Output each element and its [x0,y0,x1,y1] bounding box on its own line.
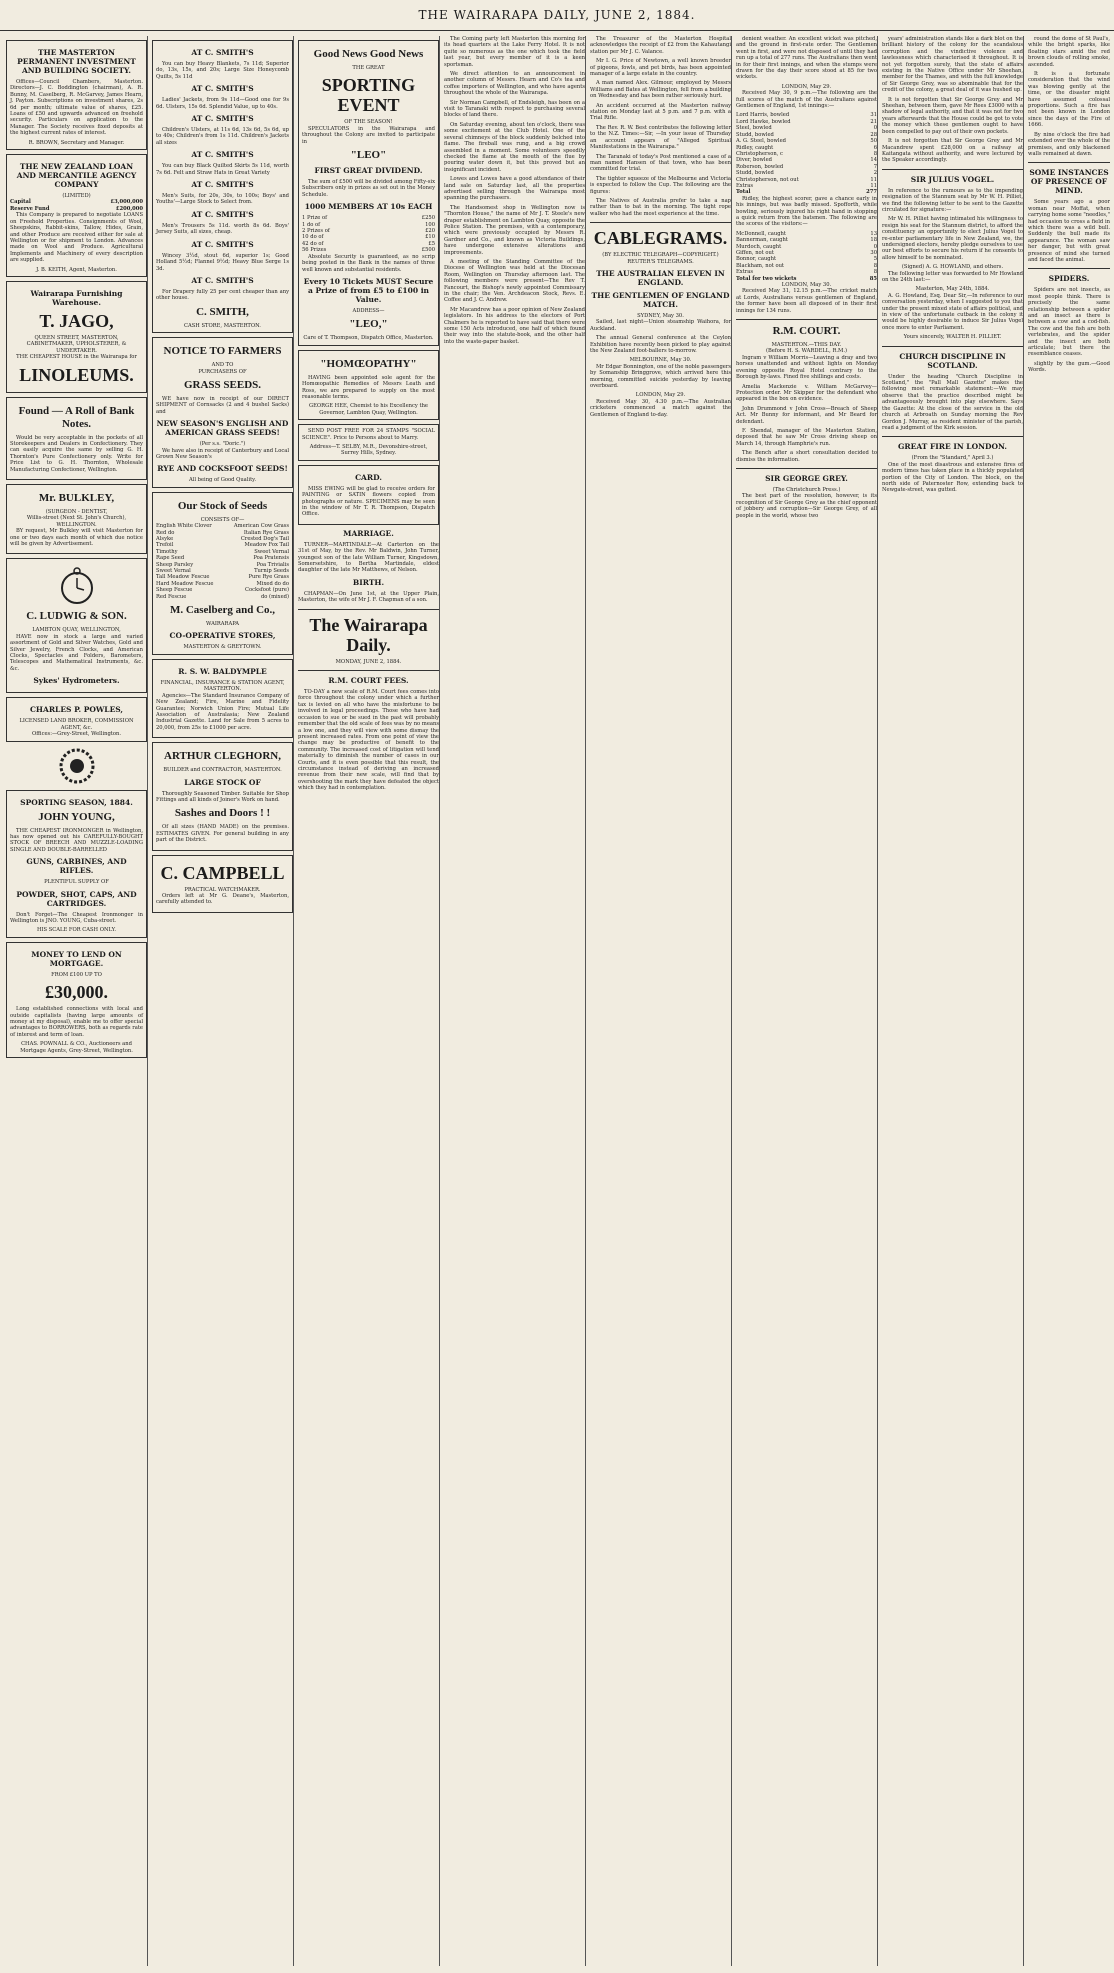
ad-title: AT C. SMITH'S [191,150,254,160]
ad-body: Men's Trousers 5s 11d. worth 8s 6d. Boys' Jersey Suits, all sizes, cheap. [156,222,289,236]
article-heading: GREAT FIRE IN LONDON. [897,442,1007,452]
article-body: Sailed, last night—Union steamship Waihora, for Auckland. [590,319,731,332]
divider [298,609,439,610]
ad-line: LARGE STOCK OF [184,777,261,787]
ad-body: WE have now in receipt of our DIRECT SHIPMENT of Cornsacks (2 and 4 bushel Sacks) and [156,395,289,415]
ad-address: QUEEN STREET, MASTERTON, [34,334,119,341]
seed-row: English White Clover American Cow Grass [156,523,289,530]
ad-name: "LEO," [349,318,388,331]
ad-title: MONEY TO LEND ON MORTGAGE. [31,949,122,968]
ad-line: AND TO [211,362,234,369]
column-7 [882,36,1024,1966]
signature: Yours sincerely, WALTER H. PILLIET. [903,334,1002,341]
ad-line: PLENTIFUL SUPPLY OF [44,879,109,886]
article-body: An accident occurred at the Masterton railway station on Monday last at 5 p.m. and 7 p.m. with a Trial Rifle. [590,102,731,122]
prize-row: 10 do of £10 [302,234,435,241]
ad-name: C. CAMPBELL [160,862,285,883]
score-row: Lord Hawke, bowled 21 [736,118,877,125]
score-row: Studd, bowled 2 [736,170,877,177]
ad-subtitle: (LIMITED) [62,193,91,200]
article-body: On Saturday evening, about ten o'clock, there was some excitement at the Club Hotel. One of the several chimneys of the block suddenly belched into flame. The fireball was rung, and a big crowd assembled in a moment. Some volunteers speedily checked the flame at the mouth of the flue by pouring water down it, but this proved but an insignificant incident. [444,121,585,173]
article-body: A man named Alex. Gilmour, employed by Messrs Williams and Bates at Wellington, fell from a building on Wednesday and has been rather seriously hurt. [590,80,731,100]
section-heading: MARRIAGE. [343,528,394,538]
ad-line: Every 10 Tickets MUST Secure a Prize of from £5 to £100 in Value. [303,276,434,304]
seed-row: Sheep Parsley Poa Trivialis [156,561,289,568]
article-heading: R.M. COURT FEES. [328,676,409,686]
ad-title: THE NEW ZEALAND LOAN AND MERCANTILE AGENCY COMPANY [16,162,137,190]
ad-name: T. JAGO, [39,310,114,331]
ad-body: Men's Suits, for 20s, 30s, to 100s; Boys' and Youths'—Large Stock to Select from. [156,193,289,206]
article-body: TO-DAY a new scale of R.M. Court fees comes into force throughout the colony under which a further tax is levied on all who have the misfortune to be involved in legal proceedings. Those who have had occasion to sue or be sued in the past will probably remember that the old scale of fees was by no means a low one, and they will view with some dismay the present increased rates. From one point of view the change may be productive of benefit to the community. The increased cost of litigation will tend materially to diminish the number of cases in our Courts, and it is even possible that this result, the circumstance instead of deriving an increased revenue from their new scale, will find that by overshooting the mark they have defeated the object which they had in contemplation. [298,689,439,792]
article-body: Mr Edgar Bonnington, one of the noble passengers by Somanship Bringgrove, which arrived here this morning, committed suicide yesterday by leaving overboard. [590,363,731,390]
article-body: Under the heading "Church Discipline in Scotland," the "Pall Mall Gazette" makes the following most remarkable statement:—We may observe that the practice described might be advantageously brought into play elsewhere. Says the Gazette: At the close of the service in the old church at Arbroath on Sunday morning the Rev Gordon J. Murray, as resident minister of the parish, read a judgment of the Kirk session. [882,373,1023,431]
article-body: years' administration stands like a dark blot on the brilliant history of the colony for the scandalous corruption and the vindictive violence and lawlessness which characterised it throughout. It is not yet forgotten surely, that the state of affairs existing in the Native Office under Mr Sheehan, member for the Thames, and with the full knowledge of Sir George Grey, was so abominable that for the credit of the colony, a great deal of it was hushed up. [882,36,1023,94]
ad-body: Agencies—The Standard Insurance Company of New Zealand; Fire, Marine and Fidelity Guarantee; Norwich Union Fire; Mutual Life Association of Australasia; New Zealand Industrial Gazette. Land for Sale from 5 acres to 20,000, from 25s to £1000 per acre. [156,692,289,731]
score-table [736,112,877,195]
ad-signature: R. BROWN, Secretary and Manager. [28,139,125,146]
ad-name: "LEO" [350,149,387,162]
section-subheading: MASTERTON.—THIS DAY. [771,342,842,349]
score-row: Bannerman, caught 18 [736,237,877,244]
article-body: TURNER—MARTINDALE—At Carterton on the 31st of May, by the Rev. Mr Baldwin, John Turner, youngest son of the late William Turner, Kingsdown, Somersetshire, to Bertha Martindale, eldest daughter of the late Mr Matthews, of Nelson. [298,541,439,574]
ad-body: MISS EWING will be glad to receive orders for PAINTING or SATIN flowers copied from photographs or nature. SPECIMENS may be seen in the window of Mr T. R. Thompson, Dispatch Office. [302,485,435,518]
ad-note: HIS SCALE FOR CASH ONLY. [36,927,117,934]
ad-title: "HOMŒOPATHY" [320,357,417,370]
article-body: slightly by the gum.—Good Words. [1028,360,1110,374]
ad-body: BY request, Mr Bulkley will visit Masterton for one or two days each month of which due notice will be given by Advertisement. [10,528,143,548]
ad-body: Wincey 3½d, stout 6d, superior 1s; Good Holland 5½d; Flannel 9½d; Heavy Blue Serge 1s 3d. [156,252,289,272]
ad-body: You can buy Heavy Blankets, 7s 11d; Superior do, 13s, 15s, and 20s; Large Size Honeycomb Quilts, 5s 11d [156,61,289,80]
ad-line: WAIRARAPA [206,621,239,628]
ad-body: You can buy Black Quilted Skirts 5s 11d, worth 7s 6d. Felt and Straw Hats in Great Variety [156,163,289,176]
ad-trade: PRACTICAL WATCHMAKER. [184,886,261,893]
seed-row: Red Fescue do (mixed) [156,593,289,600]
ad-title: AT C. SMITH'S [191,209,254,219]
ad-ludwig [6,558,147,693]
dateline: Masterton, May 24th, 1884. [915,286,990,293]
ad-title: Found — A Roll of Bank Notes. [18,404,135,430]
ad-campbell [152,855,293,913]
ad-line: All being of Good Quality. [188,477,257,484]
ad-title: AT C. SMITH'S [191,114,254,124]
ad-signature: Address—T. SELBY, M.R., Devonshire-street, Surrey Hills, Sydney. [309,443,428,457]
section-heading: CABLEGRAMS. [593,228,728,249]
ad-powles [6,697,147,741]
article-body: Amelia Mackenzie v. William McGarvey—Protection order. Mr Skipper for the defendant who appeared in the box on evidence. [736,383,877,403]
ad-body: Don't Forget—The Cheapest Ironmonger in Wellington is JNO. YOUNG, Cuba-street. [10,911,143,924]
dateline: SYDNEY, May 30. [637,312,684,319]
section-subheading: REUTER'S TELEGRAMS. [627,258,694,265]
article-body: It is a fortunate consideration that the wind was blowing gently at the time, or the disaster might have assumed colossal proportions. Such a fire has not been known in London since the days of the Fire of 1666. [1028,71,1110,129]
ad-trade: FINANCIAL, INSURANCE & STATION AGENT, MASTERTON. [160,679,285,693]
article-heading: SPIDERS. [1048,274,1090,284]
ad-title: CO-OPERATIVE STORES, [169,631,276,641]
prize-row: 1 do of 100 [302,221,435,228]
article-heading: SIR GEORGE GREY. [765,473,848,483]
ad-line: ADDRESS— [352,307,385,314]
article-body: It is not forgotten that Sir George Grey and Mr Sheehan, between them, gave Mr Rees £3000 with a shadow of legal authority, and that it was not for two years afterwards that the House could be got to vote the money which these gentlemen ought to have been compelled to pay out of their own pockets. [882,96,1023,135]
article-body: The Rev. R. W. Best contributes the following letter to the N.Z. Times:—Sir, —In your issue of Thursday an account appears of "Alleged Spiritual Manifestations in the Wairarapa." [590,124,731,151]
ad-address: Willis-street (Next St. John's Church), WELLINGTON. [26,515,127,528]
paper-date: MONDAY, JUNE 2, 1884. [335,658,402,665]
ad-item: RYE AND COCKSFOOT SEEDS! [157,464,288,474]
divider [1028,162,1110,163]
ad-item: Sashes and Doors ! ! [174,807,271,820]
divider [590,222,731,223]
divider [298,670,439,671]
ad-jago [6,281,147,393]
score-row: Diver, bowled 14 [736,157,877,164]
ad-title: Wairarapa Furnishing Warehouse. [30,288,123,307]
masthead: THE WAIRARAPA DAILY, JUNE 2, 1884. [0,0,1114,31]
ad-address: MASTERTON & GREYTOWN. [183,644,262,651]
capital-value: £3,000,000 [110,199,143,206]
ad-name: M. Caselberg and Co., [169,604,276,617]
reserve-value: £200,000 [115,205,143,212]
prize-list [302,215,435,253]
seed-row: Hard Meadow Fescue Mixed do do [156,580,289,587]
ad-address: CASH STORE, MASTERTON. [184,322,261,329]
score-table [736,231,877,282]
score-row: A. G. Steel, bowled 50 [736,138,877,145]
ad-body: THE CHEAPEST IRONMONGER in Wellington, has now opened out his CAREFULLY-BOUGHT STOCK OF BREECH AND MUZZLE-LOADING SINGLE AND DOUBLE-BARRELLED [10,827,143,853]
article-body: Mr W. H. Pilliet having intimated his willingness to resign his seat for the Stannum district, to afford the constituency an opportunity to elect Julius Vogel to re-enter parliamentary life in New Zealand, we, the undersigned electors, hereby pledge ourselves to use our best efforts to secure his return if he consents to allow himself to be nominated. [882,216,1023,261]
article-body: The Handsomest shop in Wellington now is "Thornton House," the name of Mr J. T. Steele's new draper establishment on Lambton Quay, opposite the Police Station. The premises, with a contemporary, which were previously occupied by Messrs R. Gardner and Co., and known as Victoria Buildings, have undergone extensive alterations and improvements. [444,204,585,256]
watch-icon [57,566,97,606]
wreath-emblem-icon [57,746,97,786]
divider [1028,268,1110,269]
seed-row: Sheep Fescue Cocksfoot (pure) [156,587,289,594]
ad-line: THE GREAT [352,65,385,71]
article-body: Sir Norman Campbell, of Endsleigh, has been on a visit to Taranaki with respect to purchasing several blocks of land there. [444,99,585,119]
ad-body: Long established connections with local and outside capitalists (having large amounts of money at my disposal), enable me to offer special advantages to BORROWERS, both as regards rate of interest and term of loan. [10,1006,143,1038]
dateline: MELBOURNE, May 30. [629,357,692,364]
divider [882,436,1023,437]
article-heading: SOME INSTANCES OF PRESENCE OF MIND. [1029,168,1109,196]
ad-name: ARTHUR CLEGHORN, [164,750,281,763]
ad-line: 1000 MEMBERS AT 10s EACH [304,202,433,212]
ad-line: OF THE SEASON! [344,119,393,126]
ad-item: GUNS, CARBINES, AND RIFLES. [26,857,127,876]
divider [736,468,877,469]
ad-line: FIRST GREAT DIVIDEND. [314,166,423,176]
ad-signature: CHAS. POWNALL & CO., Auctioneers and Mortgage Agents, Grey-Street, Wellington. [20,1041,133,1054]
article-body: In reference to the rumours as to the impending resignation of the Stannum seat by Mr W. H. Pilliet, we find the following letter to be sent to the Gazette circulated for signature:— [882,187,1023,213]
ad-signature: GEORGE HEE, Chemist to his Excellency the Governor, Lambton Quay, Wellington. [309,403,428,416]
column-3 [298,36,440,1966]
ad-trade: BUILDER and CONTRACTOR, MASTERTON. [163,767,282,774]
ad-line: THE CHEAPEST HOUSE in the Wairarapa for [16,354,137,361]
score-row: Christopherson, not out 11 [736,176,877,183]
seed-row: Alsyke Crested Dog's Tail [156,536,289,542]
ad-title: NOTICE TO FARMERS [163,345,282,358]
score-total-row: Total for two wickets 85 [736,275,877,282]
ad-name: JOHN YOUNG, [38,810,115,823]
dateline: LONDON, May 30. [781,282,832,289]
ad-line: (Per s.s. "Doric.") [199,441,246,448]
article-body: CHAPMAN—On June 1st, at the Upper Plain, Masterton, the wife of Mr J. F. Chapman of a son. [298,590,439,604]
divider [736,319,877,320]
score-total-row: Total 277 [736,189,877,196]
ad-body: For Drapery fully 25 per cent cheaper than any other house. [156,288,289,302]
ad-title: THE MASTERTON PERMANENT INVESTMENT AND BUILDING SOCIETY. [17,48,136,75]
ad-young [6,790,147,938]
article-body: The Taranaki of today's Post mentioned a case of a man named Hansen of that town, who has been committed for trial. [590,153,731,173]
ad-amount: £30,000. [45,982,108,1003]
ad-leo [298,40,439,346]
paper-nameplate: The Wairarapa Daily. [309,614,428,655]
ad-seeds [152,492,293,655]
ad-address: Care of T. Thompson, Dispatch Office, Masterton. [303,335,434,342]
article-body: denient weather. An excellent wicket was pitched, and the ground in first-rate order. The Gentlemen went in first, and were not disposed of until they had run up a total of 277 runs. The Australians then went in for their first innings, and when the stumps were drawn for the day their score stood at 85 for two wickets. [736,36,877,81]
capital-label: Capital [10,199,31,206]
ad-item: LINOLEUMS. [19,364,134,385]
ad-name: R. S. W. BALDYMPLE [178,666,267,676]
column-5 [590,36,732,1966]
prize-row: 42 do of £5 [302,240,435,247]
column-6 [736,36,878,1966]
dateline: LONDON, May 29. [635,392,686,399]
article-body: Some years ago a poor woman near Moffat, when carrying home some "needles," had occasion to cross a field in which there was a wild bull. Suddenly the bull made its appearance. The woman saw her danger, but with great presence of mind she turned and faced the animal. [1028,199,1110,263]
seed-row: Red do Italian Rye Grass [156,529,289,536]
ad-body: Thoroughly Seasoned Timber. Suitable for Shop Fittings and all kinds of Joiner's Work on hand. [156,790,289,803]
column-4 [444,36,586,1966]
ad-name: Mr. BULKLEY, [38,492,115,504]
ad-title: AT C. SMITH'S [191,48,254,57]
ad-title: AT C. SMITH'S [191,239,254,249]
ad-address: Offices:—Grey-Street, Wellington. [31,731,121,738]
prize-row: 1 Prize of £250 [302,215,435,222]
ad-money [6,942,147,1058]
article-body: Received May 31, 12.15 p.m.—The cricket match at Lords, Australians versus gentlemen of England, the former have been all disposed of in their first innings for 134 runs. [736,288,877,314]
ad-baldymple [152,659,293,738]
ad-body: Offices—Council Chambers, Masterton. Directors—J. C. Boddington (chairman), A. R. Bunny, M. Caselberg, R. McGarvey, James Hearn, J. Payton. Subscriptions on investment shares, 2s 6d per month; ultimate value of shares, £25. Loans of £50 and upwards advanced on freehold security. Particulars on application to the Manager. The Society receives fixed deposits at the highest current rates of interest. [10,79,143,137]
ad-title: Good News Good News [313,48,424,60]
ad-item: POWDER, SHOT, CAPS, AND CARTRIDGES. [16,889,137,908]
prize-row: 56 Prizes £500 [302,247,435,254]
article-body: Ingram v William Morris—Leaving a dray and two horses unattended and without lights on Monday evening opposite Royal Hotel contrary to the Borough by-laws. Fined five shillings and costs. [736,354,877,381]
score-row: Christopherson, c 8 [736,150,877,157]
section-heading: BIRTH. [352,577,385,587]
article-body: A. G. Howland, Esq. Dear Sir,—In reference to our conversation yesterday, when I suggested to you that under the present mixed state of affairs political, and in view of the unfortunate cutback in the colony it would be highly desirable to induce Sir Julius Vogel once more to enter Parliament. [882,292,1023,331]
ad-event: SPORTING EVENT [321,75,416,116]
article-heading: CHURCH DISCIPLINE IN SCOTLAND. [899,351,1006,370]
ad-name: C. SMITH, [196,305,249,318]
ad-agent: Sykes' Hydrometers. [33,676,120,686]
section-subheading: (Before H. S. WARDELL, R.M.) [765,348,848,355]
article-body: Lowes and Lowes have a good attendance of their land sale on Saturday last, all the properties advertised selling through the Wairarapa most spanning the purchasers. [444,176,585,202]
ad-body: Orders left at Mr G. Deane's, Masterton, carefully attended to. [156,892,289,906]
ad-body: We have also in receipt of Canterbury and Local Grown New Season's [156,447,289,460]
article-body: Spiders are not insects, as most people think. There is precisely the same relationship between a spider and an insect as there is between a cow and a cod-fish. The cow and the fish are both vertebrates, and the spider and the insect are both articulate; but there the resemblance ceases. [1028,287,1110,358]
article-body: The best part of the resolution, however, is its recognition of Sir George Grey as the chief opponent of jobbery and corruption—Sir George Grey, of all people in the world, whose two [736,493,877,519]
ad-body: SPECULATORS in the Wairarapa and throughout the Colony are invited to participate in [302,125,435,145]
article-body: The tighter squeeze of the Melbourne and Victoria is expected to follow the Cup. The following are the figures: [590,175,731,195]
article-body: John Drummond v John Cross—Breach of Sheep Act. Mr Bunny for informant, and Mr Beard for defendant. [736,405,877,425]
divider [882,169,1023,170]
score-row: Steel, bowled 0 [736,125,877,132]
score-row: Studd, bowled 28 [736,131,877,138]
seed-row: Sweet Vernal Turnip Seeds [156,568,289,575]
article-body: Received May 30, 4.30 p.m.—The Australian cricketers commenced a match against the Gentlemen of England to-day. [590,398,731,418]
article-body: The Natives of Australia prefer to take a nap rather than to bat in the morning. The tight rope walker who had the most experience at the time. [590,197,731,217]
ad-title: AT C. SMITH'S [191,275,254,285]
ad-body: HAVING been appointed sole agent for the Homœopathic Remedies of Messrs Leath and Ross, we are prepared to supply on the most reasonable terms. [302,374,435,400]
score-row: Extras 8 [736,269,877,276]
score-row: Ridley, caught 6 [736,144,877,151]
ad-item: GRASS SEEDS. [183,378,262,391]
ad-loan-agency [6,154,147,277]
article-body: The annual General conference at the Ceylon Exhibition have recently been picked to play against the New Zealand foot-ballers to-morrow. [590,335,731,354]
article-body: Mr Macandrew has a poor opinion of New Zealand legislators. In his address to the electors of Port Chalmers he is reported to have said that there were some 150 Acts introduced, one half of which found their way into the statute-book, and the other half into the waste-paper basket. [444,306,585,345]
article-body: It is not forgotten that Sir George Grey and Mr Macandrew spent £28,000 on a railway at Kaitangata without authority, and were lectured by the Speaker accordingly. [882,138,1023,164]
ad-body: Of all sizes (HAND MADE) on the premises. ESTIMATES GIVEN. For general building in any part of the District. [156,824,289,844]
ad-trade: (SURGEON - DENTIST, [45,509,108,515]
article-body: The Coming party left Masterton this morning for its head quarters at the Lake Ferry Hotel. It is not quite so numerous as the one which took the field last year, but every member of it is a keen sportsman. [444,36,585,68]
article-heading: THE AUSTRALIAN ELEVEN IN ENGLAND. [596,268,725,287]
ad-trade: CABINETMAKER, UPHOLSTERER, & UNDERTAKER. [26,341,127,354]
ad-title: AT C. SMITH'S [191,84,254,94]
score-row: Extras 11 [736,182,877,189]
article-heading: SIR JULIUS VOGEL. [910,174,995,184]
ad-title: Our Stock of Seeds [177,499,268,512]
ad-building-society [6,40,147,150]
ad-smith [152,40,293,333]
score-row: McDonnell, caught 13 [736,230,877,237]
section-heading: R.M. COURT. [772,325,841,338]
ad-body: Would be very acceptable in the pockets of all Storekeepers and Dealers in Confectionery. They can easily acquire the same by selling G. H. Thornton's Pure Confectionery only. Write for Price List to G. H. Thornton, Wholesale Manufacturing Confectioner, Wellington. [10,434,143,473]
article-body: We direct attention to an announcement in another column of Messrs. Hearn and Co's tea and coffee importers of Wellington, and who have agents throughout the whole of the Wairarapa. [444,71,585,97]
article-body: Mr I. G. Price of Newtown, a well known breeder of pigeons, fowls, and pet birds, has been appointed manager of a large estate in the country. [590,58,731,78]
ad-cleghorn [152,742,293,850]
prize-row: 2 Prizes of £20 [302,228,435,235]
article-body: The following letter was forwarded to Mr Howland on the 24th last:— [882,270,1023,283]
score-row: Blackham, not out 8 [736,262,877,269]
article-body: round the dome of St Paul's, while the bright sparks, like floating stars amid the red brown clouds of rolling smoke, ascended. [1028,36,1110,68]
reserve-label: Reserve Fund [10,205,50,212]
ad-farmers [152,337,293,488]
article-body: A meeting of the Standing Committee of the Diocese of Wellington was held at the Diocesan Room, Wellington on Thursday afternoon last. The following members were present—The Rev T. Fancourt, the Bishop's newly appointed Commissary in the chair; the Ven. Archdeacon Stock, Revs. E. Coffee and J. C. Andrew. [444,259,585,304]
section-subheading: (From the "Standard," April 3.) [911,455,994,462]
ad-signature: J. B. KEITH, Agent, Masterton. [36,266,117,273]
ad-body: SEND POST FREE FOR 24 STAMPS "SOCIAL SCIENCE". Price to Persons about to Marry. [302,428,435,441]
ad-send [298,424,439,461]
ad-item: NEW SEASON'S ENGLISH AND AMERICAN GRASS SEEDS! [156,419,289,438]
article-body: Ridley, the highest scorer, gave a chance early in his innings, but was badly missed. Spofforth, while bowling, seriously injured his right hand in stopping a quick return from the batsmen. The following are the scores of the visitors:— [736,195,877,228]
ad-line: FROM £100 UP TO [51,971,102,978]
score-row: Lord Harris, bowled 31 [736,112,877,119]
article-body: The Bench after a short consultation decided to dismiss the information. [736,450,877,463]
article-body: F. Shendal, manager of the Masterton Station, deposed that he saw Mr Cross driving sheep on March 14, through Hamphrie's run. [736,427,877,447]
ad-body: The sum of £500 will be divided among Fifty-six Subscribers only in prizes as set out in the Money Schedule. [302,179,435,198]
ad-name: C. LUDWIG & SON. [26,610,127,623]
ad-title: AT C. SMITH'S [191,180,254,190]
seed-row: Rape Seed Poa Pratensis [156,555,289,562]
score-row: Bonnor, caught 5 [736,256,877,263]
ad-body: Absolute Security is guaranteed, as no scrip being posted in the Bank in the names of three well known and substantial residents. [302,253,435,273]
ad-bulkley [6,484,147,554]
ad-line: CONSISTS OF— [200,516,245,523]
article-body: By nine o'clock the fire had extended over the whole of the premises, and only blackened walls remained at dawn. [1028,131,1110,157]
article-body: The Treasurer of the Masterton Hospital acknowledges the receipt of £2 from the Kahautangi station per Mr J. C. Valance. [590,36,731,55]
ad-card [298,465,439,525]
ad-body: Children's Ulsters, at 11s 6d, 13s 6d, 5s 6d, up to 40s; Children's from 1s 11d. Children's Jackets all sizes [156,127,289,146]
ad-homeopathy [298,350,439,420]
ad-body: HAVE now in stock a large and varied assortment of Gold and Silver Watches, Gold and Silver Jewelry, French Clocks, and American Clocks, Spectacles and Folders, Barometers, Telescopes and Mathematical Instruments, &c. &c. [10,633,143,672]
signature: (Signed) A. G. HOWLAND, and others. [901,264,1004,271]
divider [882,346,1023,347]
ad-trade: LICENSED LAND BROKER, COMMISSION AGENT, &c. [19,718,134,731]
ad-name: CHARLES P. POWLES, [29,705,124,715]
seed-list [156,523,289,600]
article-body: One of the most disastrous and extensive fires of modern times has taken place in a thickly populated portion of the City of London. The block, on the north side of Paternoster Row, extending back to Newgate-street, was gutted. [882,461,1023,494]
column-2 [152,36,294,1966]
section-subheading: (BY ELECTRIC TELEGRAPH—COPYRIGHT.) [602,252,719,259]
ad-title: CARD. [355,472,382,482]
seed-row: Tall Meadow Fescue Pure Rye Grass [156,574,289,581]
section-subheading: (The Christchurch Press.) [772,486,841,493]
score-row: Roberson, bowled 7 [736,163,877,170]
article-body: Received May 30, 9 p.m.—The following are the full scores of the match of the Australians against Gentlemen of England, 1st innings:— [736,90,877,110]
score-row: Giffen, not out 30 [736,250,877,256]
dateline: LONDON, May 29. [781,83,832,90]
seed-row: Timothy Sweet Vernal [156,548,289,555]
score-row: Murdoch, caught 0 [736,243,877,250]
ad-body: Ladies' Jackets, from 9s 11d—Good one for 9s 6d. Ulsters, 15s 6d. Splendid Value, up to 40s. [156,97,289,110]
ad-body: This Company is prepared to negotiate LOANS on Freehold Properties. Consignments of Wool, Sheepskins, Rabbit-skins, Tallow, Hides, Grain, and other Produce are received either for sale at Wellington or for shipment to London. Advances made on Wool and Produce. Agricultural Implements and Machinery of every description are supplied. [10,212,143,264]
ad-found [6,397,147,480]
column-1 [6,36,148,1966]
column-8 [1028,36,1110,1966]
article-heading: THE GENTLEMEN OF ENGLAND MATCH. [591,290,730,309]
seed-row: Trefoil Meadow Fox Tail [156,542,289,549]
ad-title: SPORTING SEASON, 1884. [20,797,133,807]
ad-address: LAMBTON QUAY, WELLINGTON, [32,627,121,634]
ad-line: PURCHASERS OF [198,368,247,375]
